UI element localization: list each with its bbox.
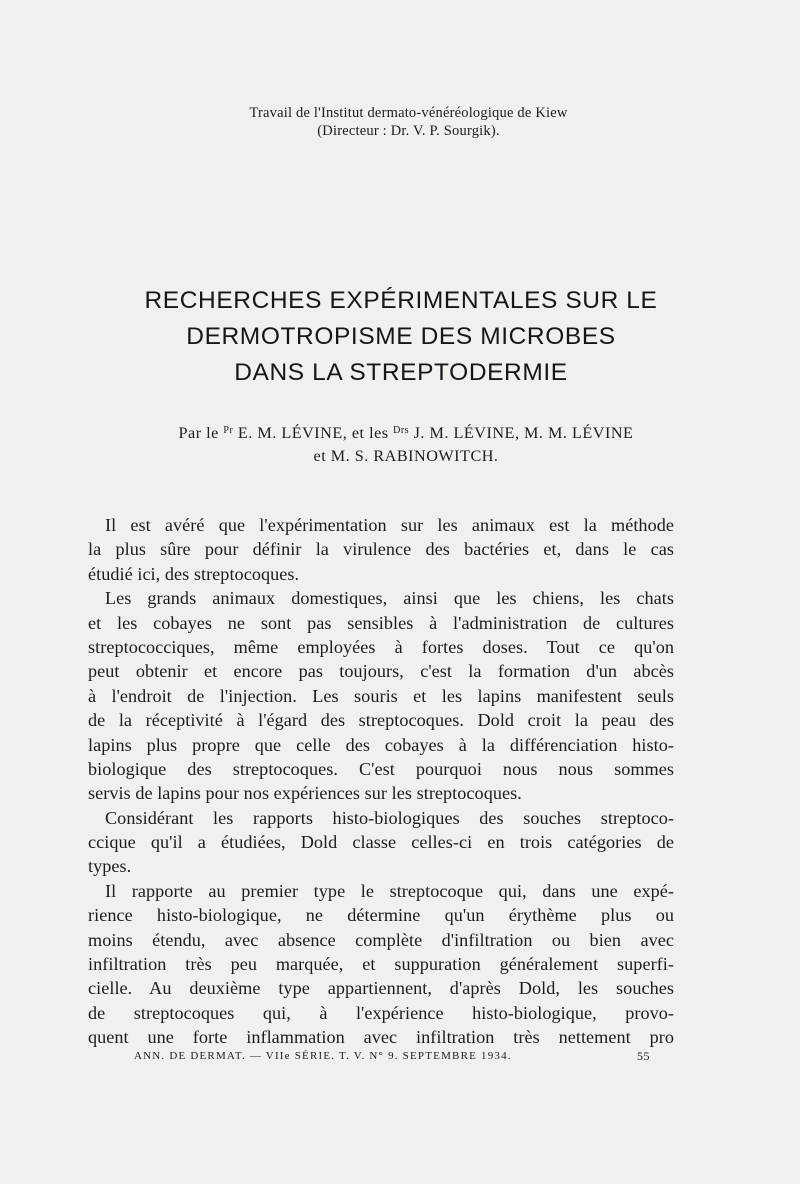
body-line: étudié ici, des streptocoques. [88,563,300,584]
body-line: servis de lapins pour nos expériences sur les streptocoques. [88,783,522,804]
body-line: à l'endroit de l'injection. Les souris et les lapins manifestent seuls [88,685,674,706]
body-line: infiltration très peu marquée, et suppuration généralement superfi- [88,954,674,975]
title-line-2: DERMOTROPISME DES MICROBES [186,323,616,350]
title-drs: Drs [393,425,410,436]
body-line: de streptocoques qui, à l'expérience histo-biologique, provo- [88,1002,674,1023]
title-pr: Pr [223,425,234,436]
authors-names-2: J. M. LÉVINE, M. M. LÉVINE [413,424,634,442]
body-line: rience histo-biologique, ne détermine qu'un érythème plus ou [88,905,674,926]
authors-line-2: et M. S. RABINOWITCH. [313,447,499,465]
authors-names-1: E. M. LÉVINE, et les [237,424,389,442]
body-line: peut obtenir et encore pas toujours, c'est la formation d'un abcès [88,661,674,682]
body-line: de la réceptivité à l'égard des streptocoques. Dold croit la peau des [88,710,674,731]
body-line: lapins plus propre que celle des cobayes à la différenciation histo- [88,734,674,755]
page-footer [134,1049,650,1063]
body-line: moins étendu, avec absence complète d'infiltration ou bien avec [88,929,674,950]
body-line: et les cobayes ne sont pas sensibles à l'administration de cultures [88,612,674,633]
authors-line-1 [12,419,800,445]
body-line: streptococciques, même employées à fortes doses. Tout ce qu'on [88,636,674,657]
authors-block [0,419,800,468]
article-body [88,513,674,1050]
institution-line: Travail de l'Institut dermato-vénéréologique de Kiew [249,105,568,121]
page-number: 55 [637,1049,650,1063]
title-line-3: DANS LA STREPTODERMIE [234,359,568,386]
body-line: biologique des streptocoques. C'est pourquoi nous nous sommes [88,758,674,779]
institution-header [0,104,800,140]
body-line: ccique qu'il a étudiées, Dold classe celles-ci en trois catégories de [88,832,674,853]
body-line: cielle. Au deuxième type appartiennent, d'après Dold, les souches [88,978,674,999]
authors-by: Par le [178,424,219,442]
body-line: quent une forte inflammation avec infiltration très nettement pro [88,1027,674,1048]
journal-citation: ANN. DE DERMAT. — VIIe SÉRIE. T. V. N° 9. SEPTEMBRE 1934. [134,1050,512,1062]
body-line: Considérant les rapports histo-biologiques des souches streptoco- [105,807,674,828]
title-line-1: RECHERCHES EXPÉRIMENTALES SUR LE [144,287,658,314]
body-line: Il rapporte au premier type le streptocoque qui, dans une expé- [105,880,674,901]
director-line: (Directeur : Dr. V. P. Sourgik). [317,123,500,139]
body-line: la plus sûre pour définir la virulence des bactéries et, dans le cas [88,539,674,560]
article-title [0,283,800,391]
body-line: Il est avéré que l'expérimentation sur les animaux est la méthode [105,515,674,535]
body-line: types. [88,856,132,877]
body-line: Les grands animaux domestiques, ainsi que les chiens, les chats [105,588,674,609]
